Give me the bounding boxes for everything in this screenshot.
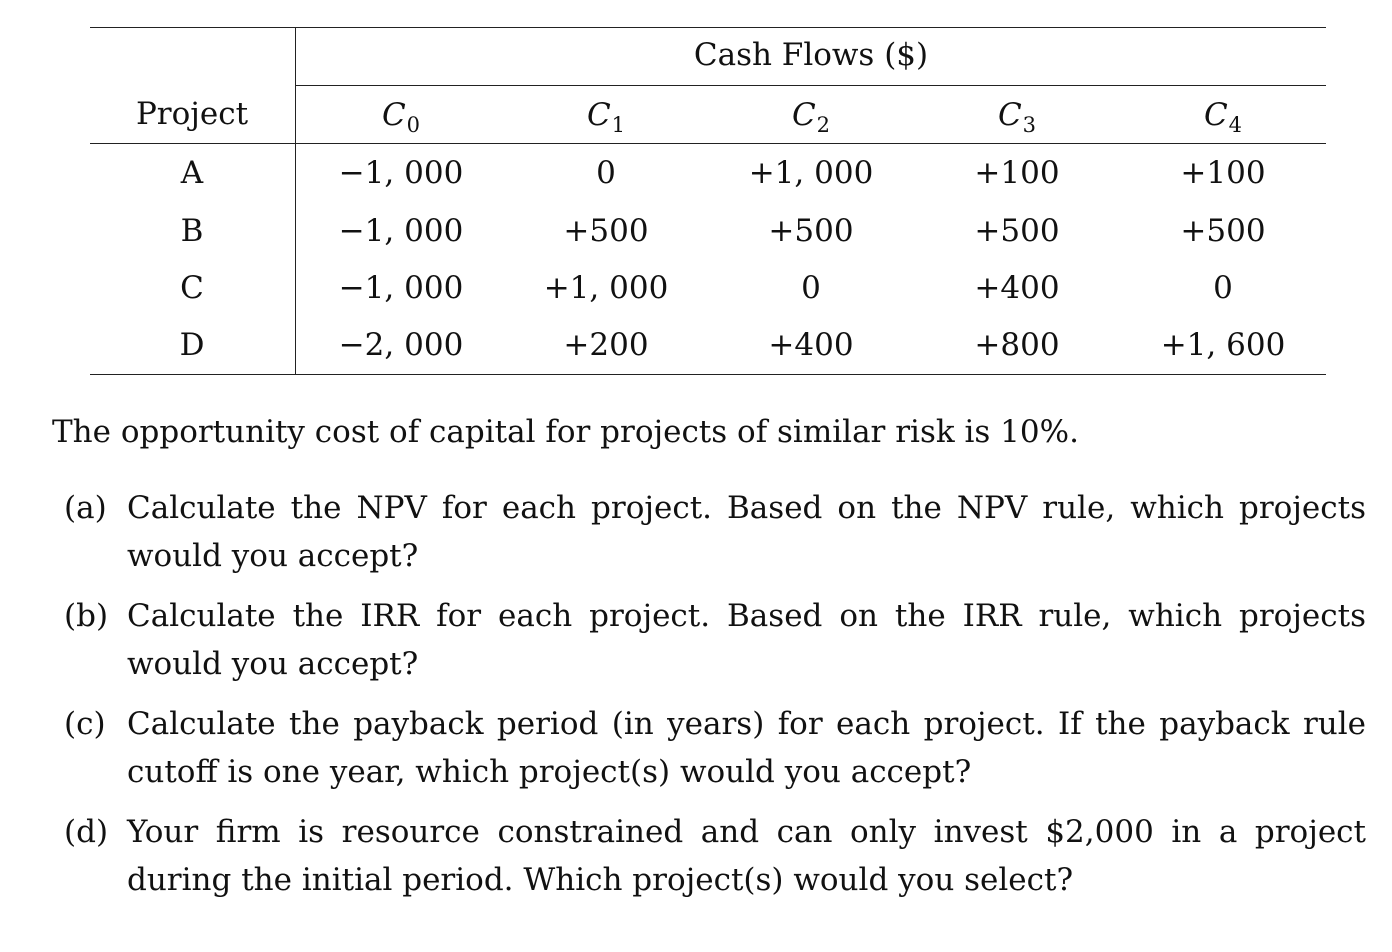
question-d-label: (d): [64, 814, 109, 850]
question-c-label: (c): [64, 706, 106, 742]
project-column-divider: [295, 27, 296, 375]
question-a-text: Calculate the NPV for each project. Based on the NPV rule, which projects would you accept?: [127, 490, 1366, 574]
row-a-c0: −1, 000: [338, 155, 464, 191]
cash-flow-table: [90, 27, 1326, 376]
question-a: [52, 484, 1366, 580]
row-d-c4: +1, 600: [1160, 327, 1286, 363]
column-header-c1: $C_1$: [586, 97, 626, 137]
row-d-c1: +200: [563, 327, 649, 363]
group-header-rule: [295, 85, 1326, 86]
row-a-c2: +1, 000: [748, 155, 874, 191]
row-a-c4: +100: [1180, 155, 1266, 191]
row-a-project: A: [180, 155, 204, 191]
question-b-text: Calculate the IRR for each project. Based on the IRR rule, which projects would you accept?: [127, 598, 1366, 682]
question-b: [52, 592, 1366, 688]
cash-flows-group-title: Cash Flows ($): [693, 37, 929, 73]
table-bottom-rule: [90, 374, 1326, 375]
row-c-c3: +400: [974, 270, 1060, 306]
question-d: [52, 808, 1366, 904]
project-column-header: Project: [135, 96, 249, 132]
row-b-c1: +500: [563, 213, 649, 249]
row-b-c2: +500: [768, 213, 854, 249]
row-b-c0: −1, 000: [338, 213, 464, 249]
row-b-c4: +500: [1180, 213, 1266, 249]
table-top-rule: [90, 27, 1326, 28]
row-a-c1: 0: [596, 155, 616, 191]
row-c-c2: 0: [801, 270, 821, 306]
row-c-c4: 0: [1213, 270, 1233, 306]
question-d-text: Your firm is resource constrained and can only invest $2,000 in a project during the initial period. Which project(s) would you select?: [127, 814, 1366, 898]
row-b-c3: +500: [974, 213, 1060, 249]
column-header-c4: $C_4$: [1203, 97, 1243, 137]
question-a-label: (a): [64, 490, 107, 526]
question-c-text: Calculate the payback period (in years) for each project. If the payback rule cutoff is one year, which project(s) would you accept?: [127, 706, 1366, 790]
column-header-c0: $C_0$: [381, 97, 421, 137]
row-d-project: D: [179, 327, 205, 363]
row-c-c1: +1, 000: [543, 270, 669, 306]
opportunity-cost-statement: The opportunity cost of capital for projects of similar risk is 10%.: [52, 414, 1079, 450]
row-c-c0: −1, 000: [338, 270, 464, 306]
row-c-project: C: [180, 270, 204, 306]
row-a-c3: +100: [974, 155, 1060, 191]
header-bottom-rule: [90, 143, 1326, 144]
row-b-project: B: [180, 213, 204, 249]
column-header-c3: $C_3$: [997, 97, 1037, 137]
question-c: [52, 700, 1366, 796]
question-b-label: (b): [64, 598, 109, 634]
row-d-c3: +800: [974, 327, 1060, 363]
column-header-c2: $C_2$: [791, 97, 831, 137]
row-d-c0: −2, 000: [338, 327, 464, 363]
row-d-c2: +400: [768, 327, 854, 363]
